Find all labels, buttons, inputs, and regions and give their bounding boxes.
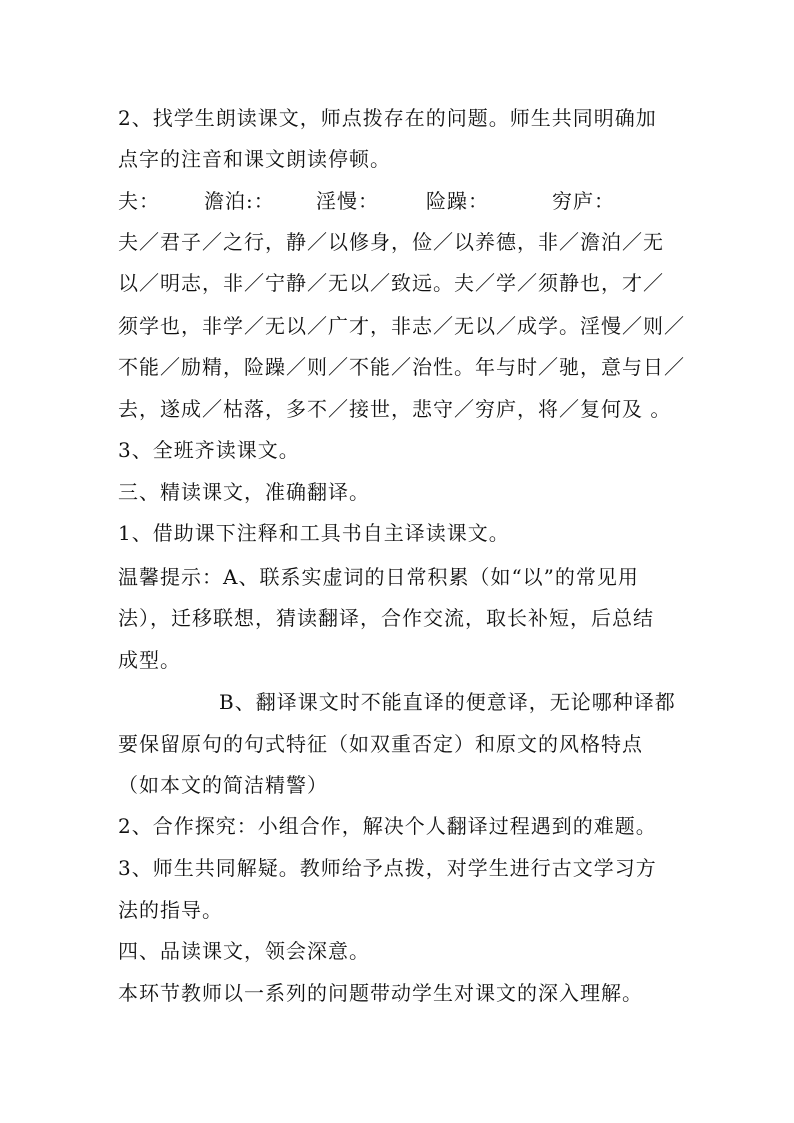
text-line: 2、找学生朗读课文，师点拨存在的问题。师生共同明确加	[118, 106, 657, 130]
pronunciation-fu: 夫：	[118, 189, 160, 213]
pronunciation-qionglu: 穷庐：	[552, 189, 615, 213]
pronunciation-xianzao: 险躁：	[426, 189, 489, 213]
text-line: 温馨提示：A、联系实虚词的日常积累（如“以”的常见用	[118, 565, 639, 589]
pronunciation-danbo: 澹泊:：	[204, 189, 275, 213]
text-line: 不能／励精，险躁／则／不能／治性。年与时／驰，意与日／	[118, 355, 685, 379]
pronunciation-yinman: 淫慢：	[316, 189, 379, 213]
text-line: 法的指导。	[118, 898, 223, 922]
text-line: 夫／君子／之行，静／以修身，俭／以养德，非／澹泊／无	[118, 230, 664, 254]
text-line: 点字的注音和课文朗读停顿。	[118, 147, 391, 171]
text-line: 三、精读课文，准确翻译。	[118, 480, 370, 504]
text-line: 须学也，非学／无以／广才，非志／无以／成学。淫慢／则／	[118, 314, 685, 338]
text-line: 3、师生共同解疑。教师给予点拨，对学生进行古文学习方	[118, 856, 657, 880]
text-line: 2、合作探究：小组合作，解决个人翻译过程遇到的难题。	[118, 814, 657, 838]
text-line: 法），迁移联想，猜读翻译，合作交流，取长补短，后总结	[118, 606, 654, 630]
text-line: 1、借助课下注释和工具书自主译读课文。	[118, 521, 510, 545]
text-line: 要保留原句的句式特征（如双重否定）和原文的风格特点	[118, 732, 643, 756]
pronunciation-row	[118, 188, 678, 214]
text-line: 去，遂成／枯落，多不／接世，悲守／穷庐，将／复何及 。	[118, 397, 672, 421]
text-line: 以／明志，非／宁静／无以／致远。夫／学／须静也，才／	[118, 271, 664, 295]
text-line: 3、全班齐读课文。	[118, 438, 300, 462]
text-line: 四、品读课文，领会深意。	[118, 939, 370, 963]
text-line: 本环节教师以一系列的问题带动学生对课文的深入理解。	[118, 981, 643, 1005]
text-line: B、翻译课文时不能直译的便意译，无论哪种译都	[219, 690, 676, 714]
text-line: （如本文的简洁精警）	[118, 773, 328, 797]
text-line: 成型。	[118, 648, 181, 672]
